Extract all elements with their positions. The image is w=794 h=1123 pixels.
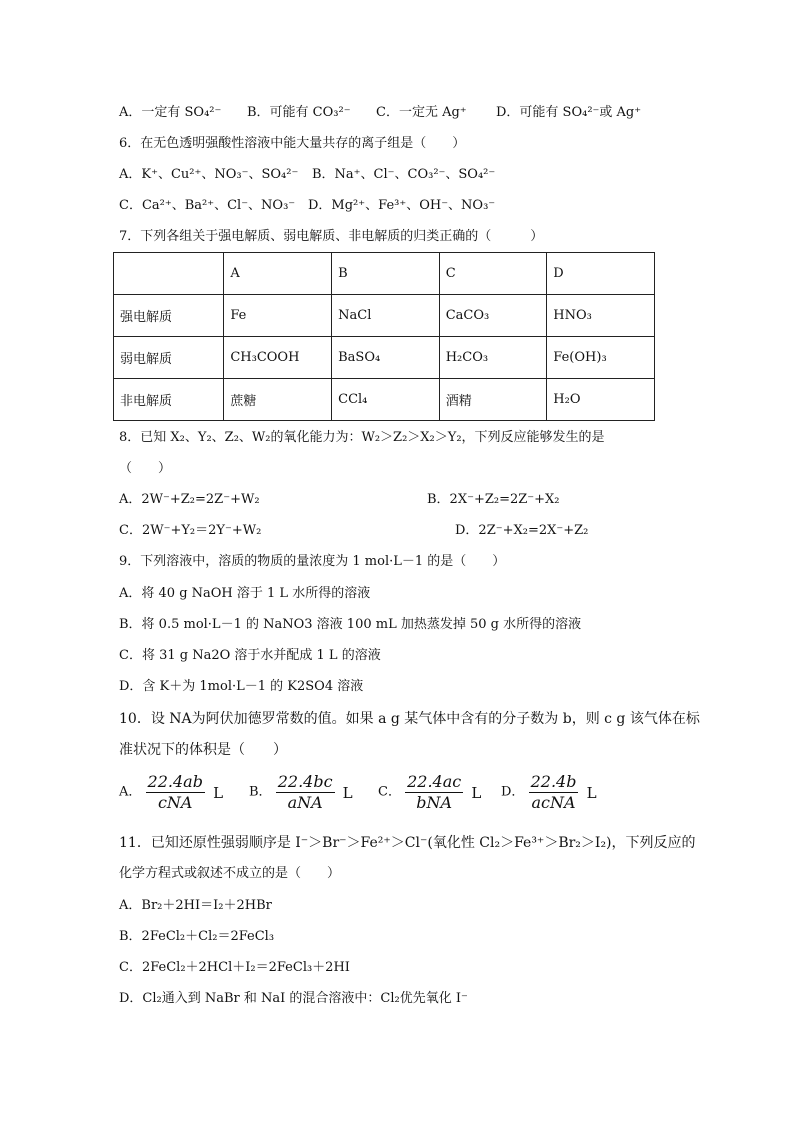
option-label: A． — [119, 784, 142, 800]
q10-option-a — [119, 772, 223, 813]
table-row-label: 弱电解质 — [114, 337, 224, 379]
q9-option-d: D．含 K＋为 1mol·L－1 的 K2SO4 溶液 — [119, 679, 364, 694]
table-cell: CH₃COOH — [224, 337, 332, 379]
q8-option-b: B．2X⁻+Z₂=2Z⁻+X₂ — [427, 492, 560, 507]
q5-option-a: A．一定有 SO₄²⁻ — [119, 105, 222, 120]
option-label: B． — [249, 784, 272, 800]
q8-option-a: A．2W⁻+Z₂=2Z⁻+W₂ — [119, 492, 260, 507]
q10-option-d — [501, 772, 597, 813]
q11-option-a: A．Br₂＋2HI＝I₂＋2HBr — [119, 898, 272, 913]
table-header-cell: C — [439, 253, 547, 295]
q11-stem-line1: 11．已知还原性强弱顺序是 I⁻＞Br⁻＞Fe²⁺＞Cl⁻(氧化性 Cl₂＞Fe³⁺＞Br₂＞I₂)，下列反应的 — [119, 835, 696, 851]
q9-stem: 9．下列溶液中，溶质的物质的量浓度为 1 mol·L－1 的是（ ） — [119, 554, 506, 569]
table-header-cell: D — [547, 253, 655, 295]
q7-stem: 7．下列各组关于强电解质、弱电解质、非电解质的归类正确的（ ） — [119, 229, 544, 244]
q6-option-c: C．Ca²⁺、Ba²⁺、Cl⁻、NO₃⁻ — [119, 198, 296, 213]
denominator: bNA — [416, 793, 453, 812]
q8-option-d: D．2Z⁻+X₂=2X⁻+Z₂ — [455, 523, 589, 538]
q9-option-b: B．将 0.5 mol·L－1 的 NaNO3 溶液 100 mL 加热蒸发掉 50 g 水所得的溶液 — [119, 617, 582, 632]
denominator: cNA — [157, 793, 193, 812]
denominator: acNA — [531, 793, 576, 812]
option-label: C． — [378, 784, 401, 800]
q7-table — [113, 252, 655, 421]
table-cell: BaSO₄ — [332, 337, 440, 379]
unit-label: L — [342, 783, 353, 802]
fraction — [146, 772, 205, 813]
q11-stem-line2: 化学方程式或叙述不成立的是（ ） — [119, 866, 341, 881]
q10-stem-line1: 10．设 NA为阿伏加德罗常数的值。如果 a g 某气体中含有的分子数为 b，则 c g 该气体在标 — [119, 711, 700, 727]
table-cell: 蔗糖 — [224, 379, 332, 421]
q10-stem-line2: 准状况下的体积是（ ） — [119, 742, 287, 758]
q11-option-c: C．2FeCl₂＋2HCl＋I₂＝2FeCl₃＋2HI — [119, 960, 350, 975]
q6-option-a: A．K⁺、Cu²⁺、NO₃⁻、SO₄²⁻ — [119, 167, 299, 182]
table-cell: Fe — [224, 295, 332, 337]
table-header-cell: A — [224, 253, 332, 295]
q5-option-d: D．可能有 SO₄²⁻或 Ag⁺ — [496, 105, 642, 120]
table-cell: 酒精 — [439, 379, 547, 421]
unit-label: L — [586, 783, 597, 802]
table-cell: H₂O — [547, 379, 655, 421]
q9-option-c: C．将 31 g Na2O 溶于水并配成 1 L 的溶液 — [119, 648, 381, 663]
q9-option-a: A．将 40 g NaOH 溶于 1 L 水所得的溶液 — [119, 586, 371, 601]
unit-label: L — [213, 783, 224, 802]
table-header-row — [114, 253, 655, 295]
q11-option-b: B．2FeCl₂＋Cl₂＝2FeCl₃ — [119, 929, 275, 944]
q6-stem: 6．在无色透明强酸性溶液中能大量共存的离子组是（ ） — [119, 136, 466, 151]
table-row-label: 强电解质 — [114, 295, 224, 337]
numerator: 22.4bc — [277, 772, 333, 791]
fraction — [529, 772, 579, 813]
table-row-label: 非电解质 — [114, 379, 224, 421]
table-row — [114, 337, 655, 379]
table-row — [114, 379, 655, 421]
table-cell: H₂CO₃ — [439, 337, 547, 379]
q8-stem-continued: （ ） — [119, 461, 172, 476]
q8-option-c: C．2W⁻+Y₂＝2Y⁻+W₂ — [119, 523, 262, 538]
table-cell: HNO₃ — [547, 295, 655, 337]
denominator: aNA — [287, 793, 323, 812]
table-cell: CaCO₃ — [439, 295, 547, 337]
q5-option-c: C．一定无 Ag⁺ — [376, 105, 467, 120]
fraction — [276, 772, 335, 813]
numerator: 22.4ac — [407, 772, 462, 791]
unit-label: L — [471, 783, 482, 802]
q11-option-d: D．Cl₂通入到 NaBr 和 NaI 的混合溶液中：Cl₂优先氧化 I⁻ — [119, 991, 468, 1006]
table-cell: NaCl — [332, 295, 440, 337]
q10-option-b — [249, 772, 353, 813]
q6-option-b: B．Na⁺、Cl⁻、CO₃²⁻、SO₄²⁻ — [312, 167, 496, 182]
q6-option-d: D．Mg²⁺、Fe³⁺、OH⁻、NO₃⁻ — [308, 198, 496, 213]
numerator: 22.4ab — [147, 772, 203, 791]
q10-option-c — [378, 772, 481, 813]
option-label: D． — [501, 784, 525, 800]
table-header-cell: B — [332, 253, 440, 295]
table-cell: CCl₄ — [332, 379, 440, 421]
table-cell — [114, 253, 224, 295]
fraction — [405, 772, 463, 813]
q5-option-b: B．可能有 CO₃²⁻ — [247, 105, 351, 120]
numerator: 22.4b — [530, 772, 577, 791]
table-row — [114, 295, 655, 337]
table-cell: Fe(OH)₃ — [547, 337, 655, 379]
q8-stem: 8．已知 X₂、Y₂、Z₂、W₂的氧化能力为：W₂＞Z₂＞X₂＞Y₂，下列反应能够发生的是 — [119, 430, 605, 445]
